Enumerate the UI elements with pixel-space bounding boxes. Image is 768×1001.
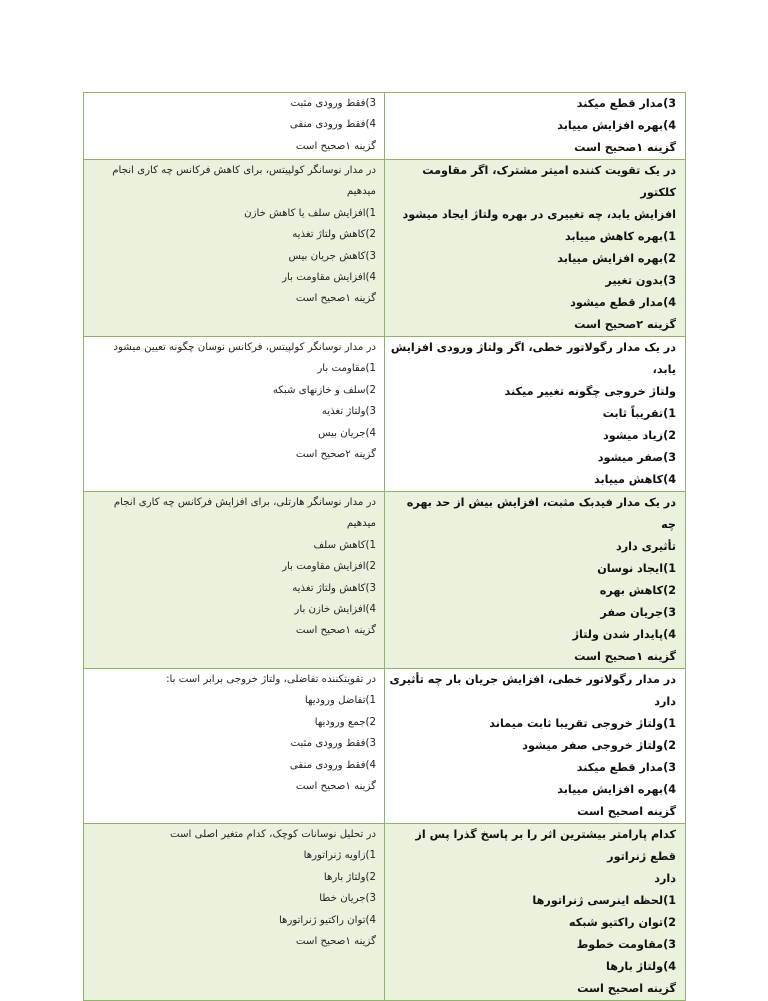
question-cell-right — [385, 669, 686, 824]
correct-answer: گزینه ۱صحیح است — [295, 936, 376, 948]
question-text: در یک مدار رگولاتور خطی، اگر ولتاژ ورودی افزایش یابد، — [390, 341, 676, 376]
answer-option: 4)بهره افزایش مییابد — [557, 119, 676, 132]
answer-option: 4)کاهش مییابد — [593, 473, 676, 486]
answer-option: 1)مقاومت بار — [317, 363, 376, 375]
correct-answer: گزینه ۱صحیح است — [574, 141, 676, 154]
question-text: در یک تقویت کننده امیتر مشترک، اگر مقاومت کلکتور — [422, 164, 676, 199]
question-text: کدام پارامتر بیشترین اثر را بر پاسخ گذرا پس از قطع ژنراتور — [415, 828, 676, 863]
answer-option: 3)مدار قطع میکند — [576, 97, 676, 110]
answer-option: 2)سلف و خازنهای شبکه — [272, 384, 376, 396]
answer-option: 3)جریان صفر — [600, 606, 676, 619]
answer-option: 1)تفاضل ورودیها — [304, 695, 376, 707]
table-row — [84, 337, 686, 492]
question-cell-left — [84, 337, 385, 492]
answer-option: 3)فقط ورودی مثبت — [290, 98, 376, 109]
answer-option: 4)بهره افزایش مییابد — [557, 783, 676, 796]
answer-option: 3)بدون تغییر — [605, 274, 676, 287]
answer-option: 3)فقط ورودی مثبت — [290, 738, 376, 750]
question-text: در تقویتکننده تفاضلی، ولتاژ خروجی برابر است با: — [166, 674, 376, 685]
correct-answer: گزینه اصحیح است — [577, 982, 676, 995]
question-text: ولتاژ خروجی چگونه تغییر میکند — [504, 385, 676, 398]
correct-answer: گزینه ۱صحیح است — [295, 293, 376, 305]
question-text: دارد — [654, 872, 676, 885]
answer-option: 1)تقریباً ثابت — [602, 407, 676, 420]
question-cell-right — [385, 337, 686, 492]
answer-option: 2)کاهش بهره — [599, 584, 676, 597]
answer-option: 3)مقاومت خطوط — [576, 938, 676, 951]
question-text: در مدار نوسانگر هارتلی، برای افزایش فرکانس چه کاری انجام — [113, 497, 376, 508]
answer-option: 3)مدار قطع میکند — [576, 761, 676, 774]
table-row — [84, 160, 686, 337]
correct-answer: گزینه اصحیح است — [577, 805, 676, 818]
question-cell-right — [385, 160, 686, 337]
question-text: در مدار رگولاتور خطی، افزایش جریان بار چه تأثیری دارد — [389, 673, 676, 708]
question-cell-left — [84, 93, 385, 160]
question-text: میدهیم — [346, 518, 376, 530]
answer-option: 4)فقط ورودی منفی — [289, 119, 376, 131]
question-text: در مدار نوسانگر کولپیتس، برای کاهش فرکانس چه کاری انجام — [112, 165, 376, 176]
answer-option: 2)افزایش مقاومت بار — [282, 561, 376, 573]
question-cell-left — [84, 492, 385, 669]
answer-option: 3)ولتاژ تغذیه — [321, 406, 376, 418]
answer-option: 1)لحظه اینرسی ژنراتورها — [532, 894, 676, 907]
question-cell-left — [84, 824, 385, 1001]
question-cell-right — [385, 492, 686, 669]
answer-option: 3)جریان خطا — [319, 893, 376, 905]
correct-answer: گزینه ۱صحیح است — [295, 625, 376, 637]
answer-option: 4)توان راکتیو ژنراتورها — [278, 914, 376, 926]
table-row — [84, 824, 686, 1001]
answer-option: 1)ایجاد نوسان — [597, 562, 676, 575]
answer-option: 2)بهره افزایش مییابد — [557, 252, 676, 265]
table-row — [84, 492, 686, 669]
answer-option: 3)صفر میشود — [597, 451, 676, 464]
answer-option: 2)ولتاژ خروجی صفر میشود — [522, 739, 676, 752]
question-table — [83, 92, 686, 1001]
question-text: تأثیری دارد — [615, 540, 676, 553]
answer-option: 2)جمع ورودیها — [314, 716, 376, 728]
answer-option: 1)افزایش سلف یا کاهش خازن — [244, 207, 376, 219]
question-cell-left — [84, 160, 385, 337]
answer-option: 1)بهره کاهش مییابد — [564, 230, 676, 243]
question-text: در مدار نوسانگر کولپیتس، فرکانس نوسان چگونه تعیین میشود — [113, 342, 376, 353]
question-text: افزایش یابد، چه تغییری در بهره ولتاژ ایجاد میشود — [402, 208, 676, 221]
question-text: میدهیم — [346, 186, 376, 198]
correct-answer: گزینه ۲صحیح است — [574, 318, 676, 331]
answer-option: 4)افزایش خازن بار — [294, 604, 376, 616]
answer-option: 4)ولتاژ بارها — [606, 960, 676, 973]
answer-option: 1)کاهش سلف — [313, 539, 376, 551]
question-text: در یک مدار فیدبک مثبت، افزایش بیش از حد بهره چه — [406, 496, 676, 531]
answer-option: 4)پایدار شدن ولتاژ — [572, 628, 676, 641]
table-row — [84, 93, 686, 160]
answer-option: 3)کاهش جریان بیس — [288, 250, 376, 262]
answer-option: 1)ولتاژ خروجی تقریبا ثابت میماند — [489, 717, 676, 730]
question-cell-right — [385, 824, 686, 1001]
correct-answer: گزینه ۲صحیح است — [295, 449, 376, 461]
correct-answer: گزینه ۱صحیح است — [295, 781, 376, 793]
answer-option: 1)زاویه ژنراتورها — [303, 850, 376, 862]
correct-answer: گزینه ۱صحیح است — [295, 140, 376, 152]
question-text: در تحلیل نوسانات کوچک، کدام متغیر اصلی است — [170, 829, 376, 840]
answer-option: 2)توان راکتیو شبکه — [568, 916, 676, 929]
correct-answer: گزینه ۱صحیح است — [574, 650, 676, 663]
answer-option: 4)جریان بیس — [318, 427, 376, 439]
answer-option: 2)زیاد میشود — [602, 429, 676, 442]
answer-option: 2)کاهش ولتاژ تغذیه — [292, 229, 376, 241]
question-cell-left — [84, 669, 385, 824]
answer-option: 2)ولتاژ بارها — [323, 871, 376, 883]
answer-option: 4)مدار قطع میشود — [570, 296, 676, 309]
question-cell-right — [385, 93, 686, 160]
answer-option: 4)فقط ورودی منفی — [289, 759, 376, 771]
table-row — [84, 669, 686, 824]
answer-option: 3)کاهش ولتاژ تغذیه — [292, 582, 376, 594]
answer-option: 4)افزایش مقاومت بار — [282, 272, 376, 284]
